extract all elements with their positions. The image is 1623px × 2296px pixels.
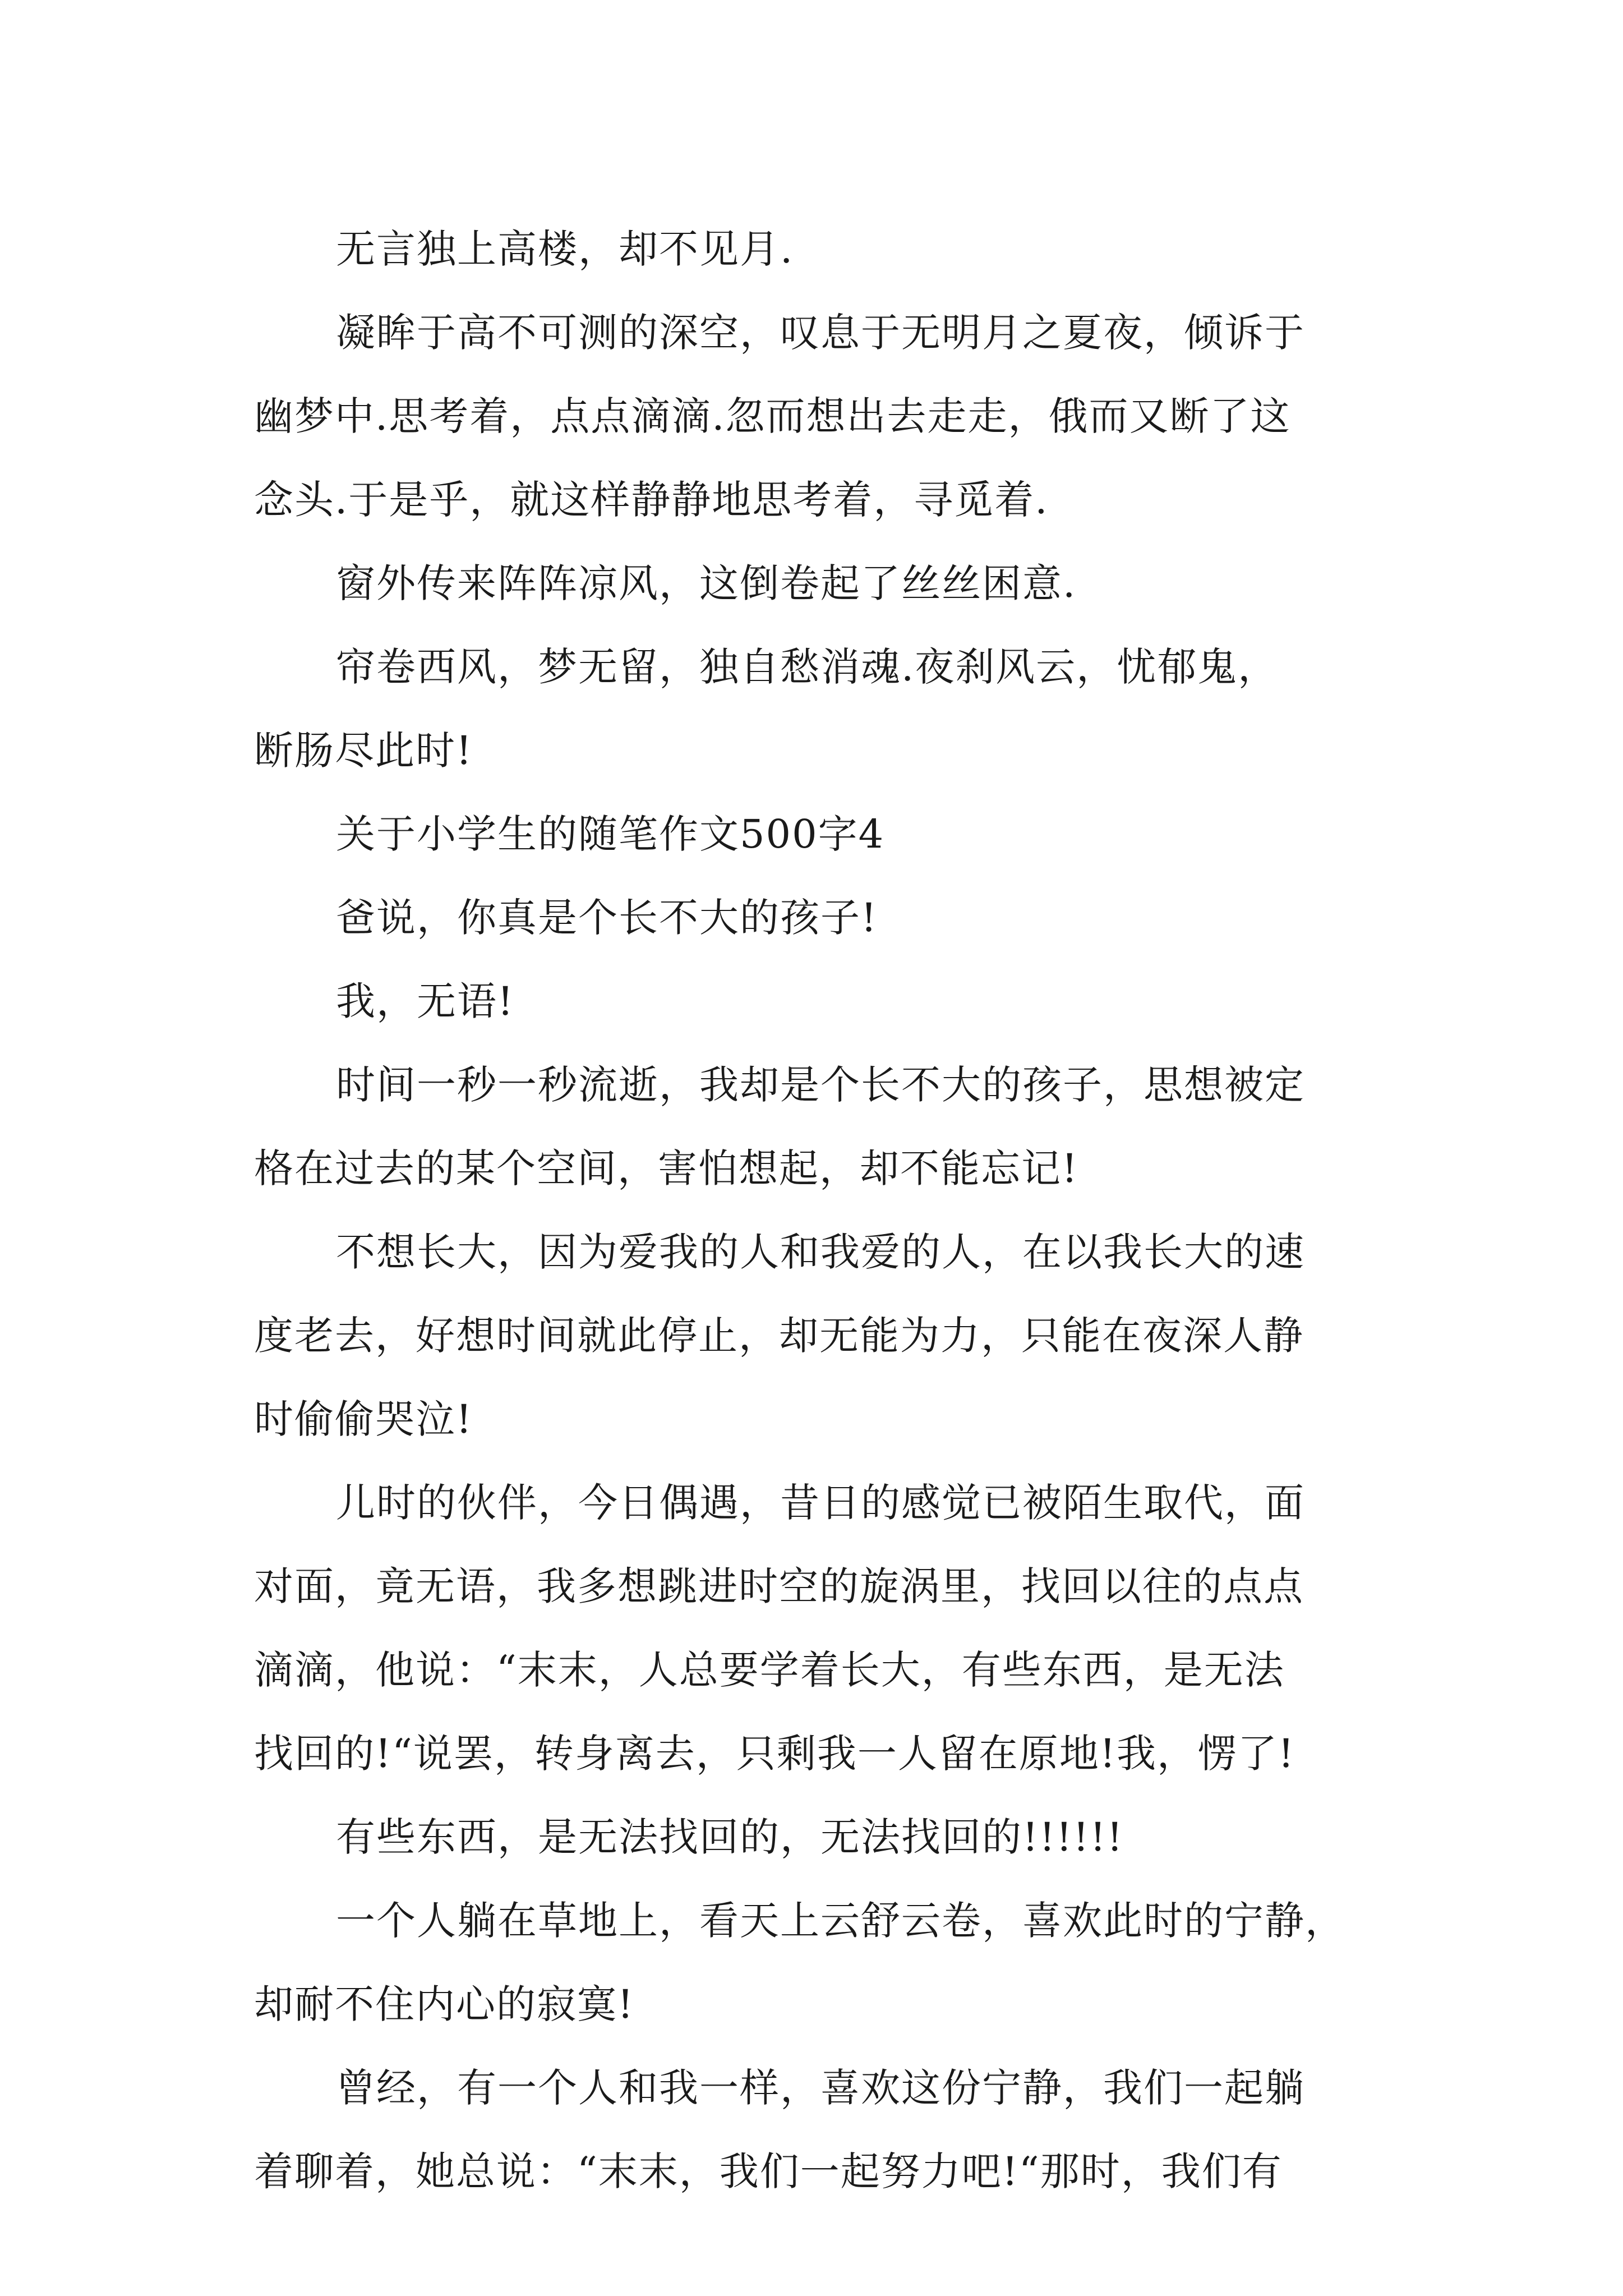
text-line: 帘卷西风，梦无留，独自愁消魂.夜刹风云，忧郁鬼， bbox=[336, 644, 1279, 690]
text-line: 滴滴，他说：“末末，人总要学着长大，有些东西，是无法 bbox=[254, 1647, 1285, 1693]
text-line: 幽梦中.思考着，点点滴滴.忽而想出去走走，俄而又断了这 bbox=[254, 393, 1291, 439]
paragraph bbox=[254, 208, 1387, 291]
text-line: 对面，竟无语，我多想跳进时空的旋涡里，找回以往的点点 bbox=[254, 1563, 1304, 1609]
text-line: 有些东西，是无法找回的，无法找回的!!!!!! bbox=[336, 1814, 1124, 1860]
paragraph bbox=[254, 960, 1387, 1043]
text-line: 曾经，有一个人和我一样，喜欢这份宁静，我们一起躺 bbox=[336, 2065, 1305, 2111]
text-line: 关于小学生的随笔作文500字4 bbox=[336, 811, 885, 857]
text-line: 却耐不住内心的寂寞! bbox=[254, 1981, 635, 2027]
text-line: 窗外传来阵阵凉风，这倒卷起了丝丝困意. bbox=[336, 560, 1077, 606]
paragraph bbox=[254, 876, 1387, 960]
text-line: 念头.于是乎，就这样静静地思考着，寻觅着. bbox=[254, 477, 1049, 523]
paragraph bbox=[254, 1461, 1387, 1796]
paragraph bbox=[254, 1043, 1387, 1211]
document-body bbox=[254, 208, 1387, 2214]
text-line: 着聊着，她总说：“末末，我们一起努力吧!“那时，我们有 bbox=[254, 2148, 1283, 2194]
text-line: 找回的!“说罢，转身离去，只剩我一人留在原地!我，愣了! bbox=[254, 1731, 1295, 1777]
text-line: 时偷偷哭泣! bbox=[254, 1396, 473, 1442]
paragraph bbox=[254, 291, 1387, 542]
text-line: 儿时的伙伴，今日偶遇，昔日的感觉已被陌生取代，面 bbox=[336, 1480, 1305, 1526]
section-heading bbox=[254, 793, 1387, 876]
text-line: 无言独上高楼，却不见月. bbox=[336, 226, 794, 272]
paragraph bbox=[254, 625, 1387, 793]
text-line: 格在过去的某个空间，害怕想起，却不能忘记! bbox=[254, 1145, 1079, 1191]
text-line: 一个人躺在草地上，看天上云舒云卷，喜欢此时的宁静， bbox=[336, 1898, 1345, 1944]
paragraph bbox=[254, 542, 1387, 625]
text-line: 不想长大，因为爱我的人和我爱的人，在以我长大的速 bbox=[336, 1229, 1305, 1275]
paragraph bbox=[254, 1879, 1387, 2046]
text-line: 爸说，你真是个长不大的孩子! bbox=[336, 895, 878, 941]
text-line: 断肠尽此时! bbox=[254, 728, 473, 774]
paragraph bbox=[254, 1796, 1387, 1879]
text-line: 凝眸于高不可测的深空，叹息于无明月之夏夜，倾诉于 bbox=[336, 310, 1305, 356]
text-line: 度老去，好想时间就此停止，却无能为力，只能在夜深人静 bbox=[254, 1313, 1304, 1359]
text-line: 我，无语! bbox=[336, 978, 515, 1024]
paragraph bbox=[254, 2046, 1387, 2214]
paragraph bbox=[254, 1211, 1387, 1461]
text-line: 时间一秒一秒流逝，我却是个长不大的孩子，思想被定 bbox=[336, 1062, 1305, 1108]
